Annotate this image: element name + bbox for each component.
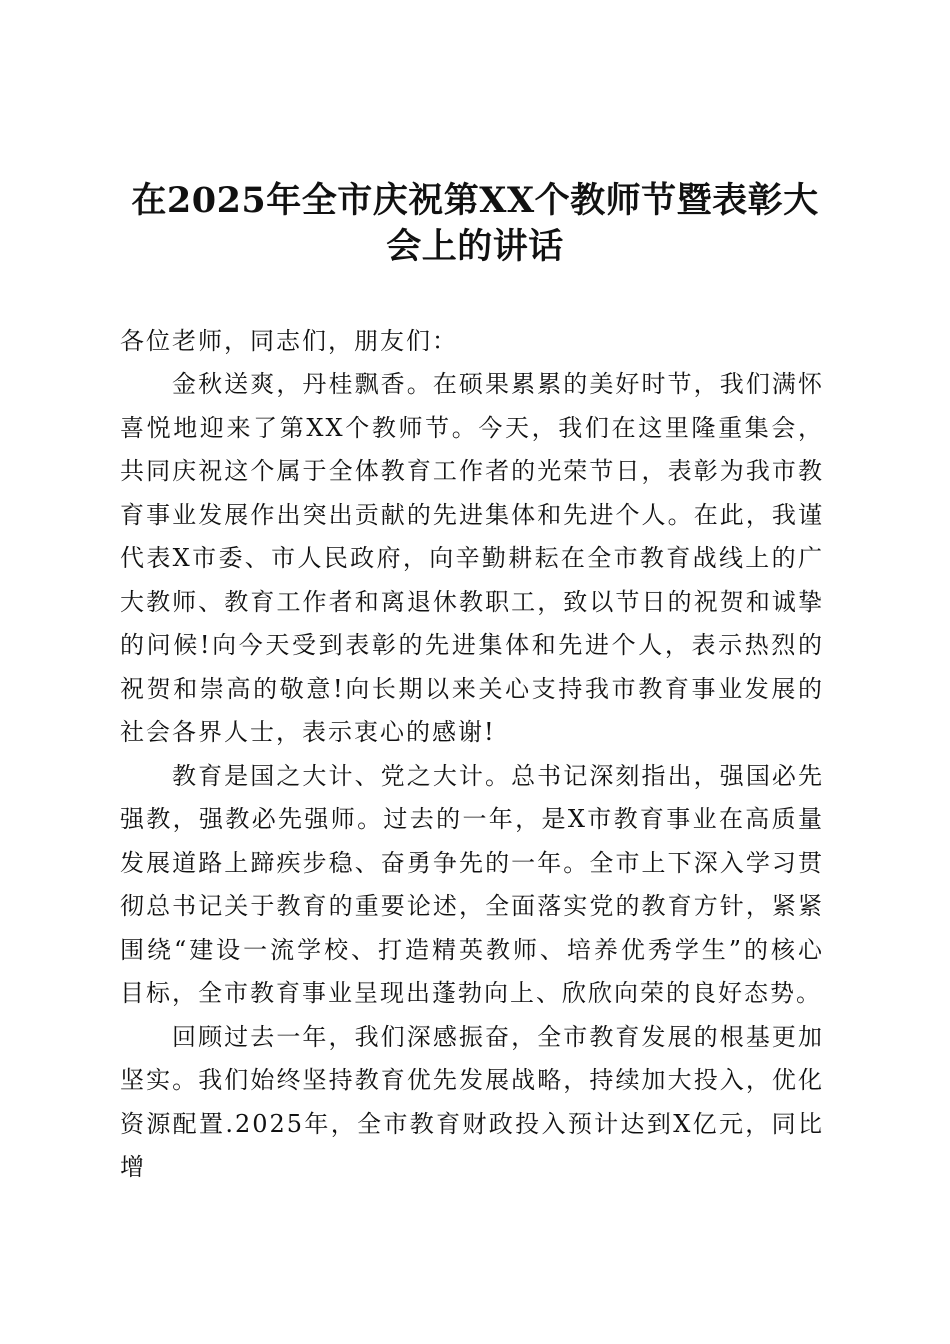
- document-body: [120, 320, 824, 1190]
- paragraph-1: 金秋送爽，丹桂飘香。在硕果累累的美好时节，我们满怀喜悦地迎来了第XX个教师节。今天，我们在这里隆重集会，共同庆祝这个属于全体教育工作者的光荣节日，表彰为我市教育事业发展作出突出贡献的先进集体和先进个人。在此，我谨代表X市委、市人民政府，向辛勤耕耘在全市教育战线上的广大教师、教育工作者和离退休教职工，致以节日的祝贺和诚挚的问候!向今天受到表彰的先进集体和先进个人，表示热烈的祝贺和崇高的敬意!向长期以来关心支持我市教育事业发展的社会各界人士，表示衷心的感谢!: [120, 370, 824, 746]
- paragraph-2: 教育是国之大计、党之大计。总书记深刻指出，强国必先强教，强教必先强师。过去的一年，是X市教育事业在高质量发展道路上蹄疾步稳、奋勇争先的一年。全市上下深入学习贯彻总书记关于教育的重要论述，全面落实党的教育方针，紧紧围绕“建设一流学校、打造精英教师、培养优秀学生”的核心目标，全市教育事业呈现出蓬勃向上、欣欣向荣的良好态势。: [120, 761, 824, 1007]
- document-title: 在2025年全市庆祝第XX个教师节暨表彰大会上的讲话: [131, 180, 819, 267]
- paragraph-3: 回顾过去一年，我们深感振奋，全市教育发展的根基更加坚实。我们始终坚持教育优先发展战略，持续加大投入，优化资源配置.2025年，全市教育财政投入预计达到X亿元，同比增: [120, 1022, 824, 1181]
- salutation: 各位老师，同志们，朋友们：: [120, 327, 458, 355]
